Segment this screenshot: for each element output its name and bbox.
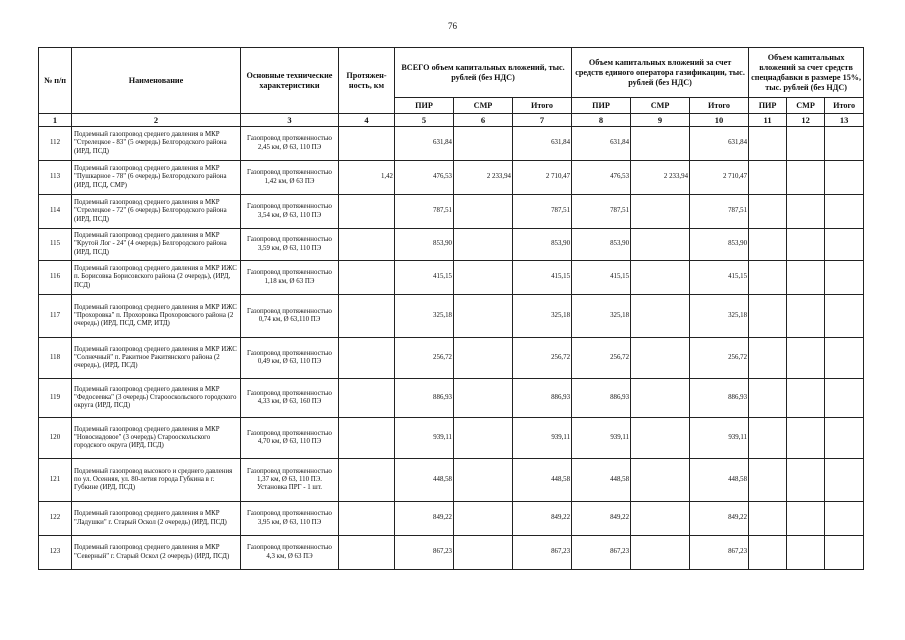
cell-sp-pir — [749, 295, 787, 338]
cell-op-smr — [631, 379, 690, 418]
cell-length — [339, 379, 395, 418]
cell-sp-smr — [787, 502, 825, 536]
cell-op-itogo: 415,15 — [690, 261, 749, 295]
header-smr: СМР — [787, 98, 825, 114]
cell-op-smr — [631, 261, 690, 295]
column-number: 9 — [631, 114, 690, 127]
cell-name: Подземный газопровод среднего давления в МКР "Стрелецкое - 72" (6 очередь) Белгородского района (ИРД, ПСД) — [72, 195, 241, 229]
cell-name: Подземный газопровод среднего давления в МКР ИЖС "Прохоровка" п. Прохоровка Прохоровского района (2 очередь) (ИРД, ПСД, СМР, ИТД) — [72, 295, 241, 338]
cell-sp-pir — [749, 502, 787, 536]
cell-sp-smr — [787, 379, 825, 418]
column-number: 8 — [572, 114, 631, 127]
header-itogo: Итого — [690, 98, 749, 114]
cell-op-itogo: 886,93 — [690, 379, 749, 418]
cell-sp-itogo — [825, 338, 864, 379]
column-number: 2 — [72, 114, 241, 127]
cell-length — [339, 459, 395, 502]
cell-smr — [454, 418, 513, 459]
cell-name: Подземный газопровод среднего давления в МКР "Крутой Лог - 24" (4 очередь) Белгородского района (ИРД, ПСД) — [72, 229, 241, 261]
cell-tech: Газопровод протяженностью 0,49 км, Ø 63, 110 ПЭ — [241, 338, 339, 379]
table-row — [39, 536, 864, 570]
cell-sp-itogo — [825, 195, 864, 229]
column-number: 13 — [825, 114, 864, 127]
cell-sp-smr — [787, 261, 825, 295]
cell-op-itogo: 631,84 — [690, 127, 749, 161]
cell-op-pir: 448,58 — [572, 459, 631, 502]
cell-sp-itogo — [825, 229, 864, 261]
header-smr: СМР — [631, 98, 690, 114]
cell-name: Подземный газопровод среднего давления в МКР ИЖС п. Борисовка Борисовского района (2 очередь), (ИРД, ПСД) — [72, 261, 241, 295]
cell-itogo: 325,18 — [513, 295, 572, 338]
cell-op-smr — [631, 295, 690, 338]
header-pir: ПИР — [395, 98, 454, 114]
cell-length — [339, 229, 395, 261]
column-number: 5 — [395, 114, 454, 127]
cell-op-itogo: 325,18 — [690, 295, 749, 338]
table-row — [39, 379, 864, 418]
cell-length — [339, 338, 395, 379]
cell-smr — [454, 229, 513, 261]
cell-length: 1,42 — [339, 161, 395, 195]
cell-op-pir: 939,11 — [572, 418, 631, 459]
cell-tech: Газопровод протяженностью 4,33 км, Ø 63, 160 ПЭ — [241, 379, 339, 418]
cell-no: 118 — [39, 338, 72, 379]
cell-tech: Газопровод протяженностью 0,74 км, Ø 63,110 ПЭ — [241, 295, 339, 338]
cell-no: 121 — [39, 459, 72, 502]
table-row — [39, 195, 864, 229]
header-pir: ПИР — [572, 98, 631, 114]
cell-smr — [454, 459, 513, 502]
cell-name: Подземный газопровод высокого и среднего давления по ул. Осенняя, ул. 80-летия города Губкина в г. Губкине (ИРД, ПСД) — [72, 459, 241, 502]
cell-sp-itogo — [825, 502, 864, 536]
cell-op-smr — [631, 195, 690, 229]
header-tech: Основные технические характеристики — [241, 48, 339, 114]
header-smr: СМР — [454, 98, 513, 114]
table-row — [39, 295, 864, 338]
cell-sp-pir — [749, 161, 787, 195]
cell-sp-itogo — [825, 295, 864, 338]
cell-sp-itogo — [825, 418, 864, 459]
cell-no: 116 — [39, 261, 72, 295]
cell-tech: Газопровод протяженностью 4,70 км, Ø 63, 110 ПЭ — [241, 418, 339, 459]
column-number: 1 — [39, 114, 72, 127]
cell-sp-itogo — [825, 459, 864, 502]
header-no: № п/п — [39, 48, 72, 114]
cell-sp-pir — [749, 127, 787, 161]
cell-tech: Газопровод протяженностью 4,3 км, Ø 63 ПЭ — [241, 536, 339, 570]
cell-itogo: 867,23 — [513, 536, 572, 570]
cell-sp-smr — [787, 161, 825, 195]
cell-length — [339, 418, 395, 459]
header-pir: ПИР — [749, 98, 787, 114]
cell-sp-itogo — [825, 127, 864, 161]
cell-sp-itogo — [825, 261, 864, 295]
cell-op-pir: 867,23 — [572, 536, 631, 570]
cell-sp-pir — [749, 379, 787, 418]
cell-tech: Газопровод протяженностью 2,45 км, Ø 63, 110 ПЭ — [241, 127, 339, 161]
cell-length — [339, 127, 395, 161]
cell-op-smr — [631, 459, 690, 502]
column-number: 10 — [690, 114, 749, 127]
cell-op-pir: 787,51 — [572, 195, 631, 229]
cell-pir: 787,51 — [395, 195, 454, 229]
table-row — [39, 502, 864, 536]
cell-pir: 886,93 — [395, 379, 454, 418]
cell-sp-smr — [787, 418, 825, 459]
cell-no: 115 — [39, 229, 72, 261]
capital-investment-table — [38, 47, 864, 570]
page-number: 76 — [448, 21, 457, 31]
cell-smr — [454, 379, 513, 418]
cell-op-pir: 325,18 — [572, 295, 631, 338]
cell-tech: Газопровод протяженностью 1,42 км, Ø 63 ПЭ — [241, 161, 339, 195]
cell-tech: Газопровод протяженностью 3,59 км, Ø 63, 110 ПЭ — [241, 229, 339, 261]
cell-sp-smr — [787, 295, 825, 338]
table-row — [39, 459, 864, 502]
cell-op-itogo: 853,90 — [690, 229, 749, 261]
column-number: 11 — [749, 114, 787, 127]
cell-no: 123 — [39, 536, 72, 570]
cell-sp-pir — [749, 536, 787, 570]
cell-op-itogo: 849,22 — [690, 502, 749, 536]
cell-op-smr — [631, 502, 690, 536]
table-row — [39, 161, 864, 195]
cell-pir: 849,22 — [395, 502, 454, 536]
cell-sp-itogo — [825, 536, 864, 570]
table-row — [39, 338, 864, 379]
cell-smr — [454, 338, 513, 379]
header-itogo: Итого — [825, 98, 864, 114]
cell-pir: 631,84 — [395, 127, 454, 161]
cell-no: 122 — [39, 502, 72, 536]
cell-sp-itogo — [825, 379, 864, 418]
cell-sp-smr — [787, 459, 825, 502]
cell-itogo: 448,58 — [513, 459, 572, 502]
cell-name: Подземный газопровод среднего давления в МКР "Федосеевка" (3 очередь) Старооскольского городского округа (ИРД, ПСД) — [72, 379, 241, 418]
cell-itogo: 256,72 — [513, 338, 572, 379]
cell-pir: 448,58 — [395, 459, 454, 502]
cell-itogo: 939,11 — [513, 418, 572, 459]
table-row — [39, 261, 864, 295]
cell-smr — [454, 261, 513, 295]
column-number: 3 — [241, 114, 339, 127]
cell-sp-pir — [749, 229, 787, 261]
cell-length — [339, 502, 395, 536]
cell-length — [339, 295, 395, 338]
cell-smr — [454, 536, 513, 570]
cell-sp-smr — [787, 338, 825, 379]
cell-op-smr — [631, 127, 690, 161]
cell-pir: 867,23 — [395, 536, 454, 570]
cell-name: Подземный газопровод среднего давления в МКР "Северный" г. Старый Оскол (2 очередь) (ИРД, ПСД) — [72, 536, 241, 570]
cell-name: Подземный газопровод среднего давления в МКР "Стрелецкое - 83" (5 очередь) Белгородского района (ИРД, ПСД) — [72, 127, 241, 161]
cell-length — [339, 195, 395, 229]
cell-op-pir: 415,15 — [572, 261, 631, 295]
cell-sp-smr — [787, 127, 825, 161]
cell-sp-smr — [787, 536, 825, 570]
header-group-operator: Объем капитальных вложений за счет средств единого оператора газификации, тыс. рублей (без НДС) — [572, 48, 749, 98]
cell-sp-smr — [787, 195, 825, 229]
cell-sp-pir — [749, 261, 787, 295]
cell-op-smr: 2 233,94 — [631, 161, 690, 195]
cell-tech: Газопровод протяженностью 3,54 км, Ø 63, 110 ПЭ — [241, 195, 339, 229]
cell-op-itogo: 2 710,47 — [690, 161, 749, 195]
cell-no: 113 — [39, 161, 72, 195]
cell-length — [339, 261, 395, 295]
cell-sp-pir — [749, 338, 787, 379]
cell-name: Подземный газопровод среднего давления в МКР "Пушкарное - 78" (6 очередь) Белгородского района (ИРД, ПСД, СМР) — [72, 161, 241, 195]
cell-sp-itogo — [825, 161, 864, 195]
cell-name: Подземный газопровод среднего давления в МКР "Новосиадовое" (3 очередь) Старооскольского городского округа (ИРД, ПСД) — [72, 418, 241, 459]
cell-smr — [454, 295, 513, 338]
cell-no: 120 — [39, 418, 72, 459]
cell-itogo: 853,90 — [513, 229, 572, 261]
cell-op-smr — [631, 418, 690, 459]
cell-op-pir: 476,53 — [572, 161, 631, 195]
cell-itogo: 631,84 — [513, 127, 572, 161]
cell-pir: 256,72 — [395, 338, 454, 379]
cell-itogo: 787,51 — [513, 195, 572, 229]
table-row — [39, 127, 864, 161]
cell-sp-smr — [787, 229, 825, 261]
cell-op-smr — [631, 536, 690, 570]
cell-sp-pir — [749, 459, 787, 502]
cell-op-smr — [631, 229, 690, 261]
column-number: 7 — [513, 114, 572, 127]
cell-sp-pir — [749, 195, 787, 229]
cell-smr — [454, 127, 513, 161]
cell-op-pir: 886,93 — [572, 379, 631, 418]
cell-sp-pir — [749, 418, 787, 459]
header-name: Наименование — [72, 48, 241, 114]
cell-pir: 853,90 — [395, 229, 454, 261]
cell-pir: 325,18 — [395, 295, 454, 338]
cell-op-itogo: 256,72 — [690, 338, 749, 379]
cell-itogo: 886,93 — [513, 379, 572, 418]
cell-op-smr — [631, 338, 690, 379]
header-group-special: Объем капитальных вложений за счет средств спецнадбавки в размере 15%, тыс. рублей (без НДС) — [749, 48, 864, 98]
cell-op-pir: 256,72 — [572, 338, 631, 379]
header-length: Протяжен-ность, км — [339, 48, 395, 114]
cell-pir: 476,53 — [395, 161, 454, 195]
cell-smr: 2 233,94 — [454, 161, 513, 195]
cell-itogo: 415,15 — [513, 261, 572, 295]
cell-op-itogo: 448,58 — [690, 459, 749, 502]
cell-op-pir: 631,84 — [572, 127, 631, 161]
cell-op-pir: 849,22 — [572, 502, 631, 536]
cell-name: Подземный газопровод среднего давления в МКР "Ладушки" г. Старый Оскол (2 очередь) (ИРД, ПСД) — [72, 502, 241, 536]
cell-op-pir: 853,90 — [572, 229, 631, 261]
cell-length — [339, 536, 395, 570]
cell-smr — [454, 502, 513, 536]
column-number: 12 — [787, 114, 825, 127]
cell-itogo: 2 710,47 — [513, 161, 572, 195]
table-body — [39, 127, 864, 570]
column-number-row — [39, 114, 864, 127]
cell-pir: 415,15 — [395, 261, 454, 295]
cell-tech: Газопровод протяженностью 3,95 км, Ø 63, 110 ПЭ — [241, 502, 339, 536]
column-number: 6 — [454, 114, 513, 127]
cell-no: 119 — [39, 379, 72, 418]
cell-smr — [454, 195, 513, 229]
cell-op-itogo: 867,23 — [690, 536, 749, 570]
header-group-total: ВСЕГО объем капитальных вложений, тыс. рублей (без НДС) — [395, 48, 572, 98]
header-itogo: Итого — [513, 98, 572, 114]
cell-itogo: 849,22 — [513, 502, 572, 536]
cell-tech: Газопровод протяженностью 1,37 км, Ø 63, 110 ПЭ. Установка ПРГ - 1 шт. — [241, 459, 339, 502]
cell-tech: Газопровод протяженностью 1,18 км, Ø 63 ПЭ — [241, 261, 339, 295]
cell-no: 117 — [39, 295, 72, 338]
table-row — [39, 418, 864, 459]
cell-no: 112 — [39, 127, 72, 161]
column-number: 4 — [339, 114, 395, 127]
cell-no: 114 — [39, 195, 72, 229]
cell-op-itogo: 787,51 — [690, 195, 749, 229]
cell-pir: 939,11 — [395, 418, 454, 459]
table-row — [39, 229, 864, 261]
cell-name: Подземный газопровод среднего давления в МКР ИЖС "Солнечный" п. Ракитное Ракитянского района (2 очередь), (ИРД, ПСД) — [72, 338, 241, 379]
cell-op-itogo: 939,11 — [690, 418, 749, 459]
